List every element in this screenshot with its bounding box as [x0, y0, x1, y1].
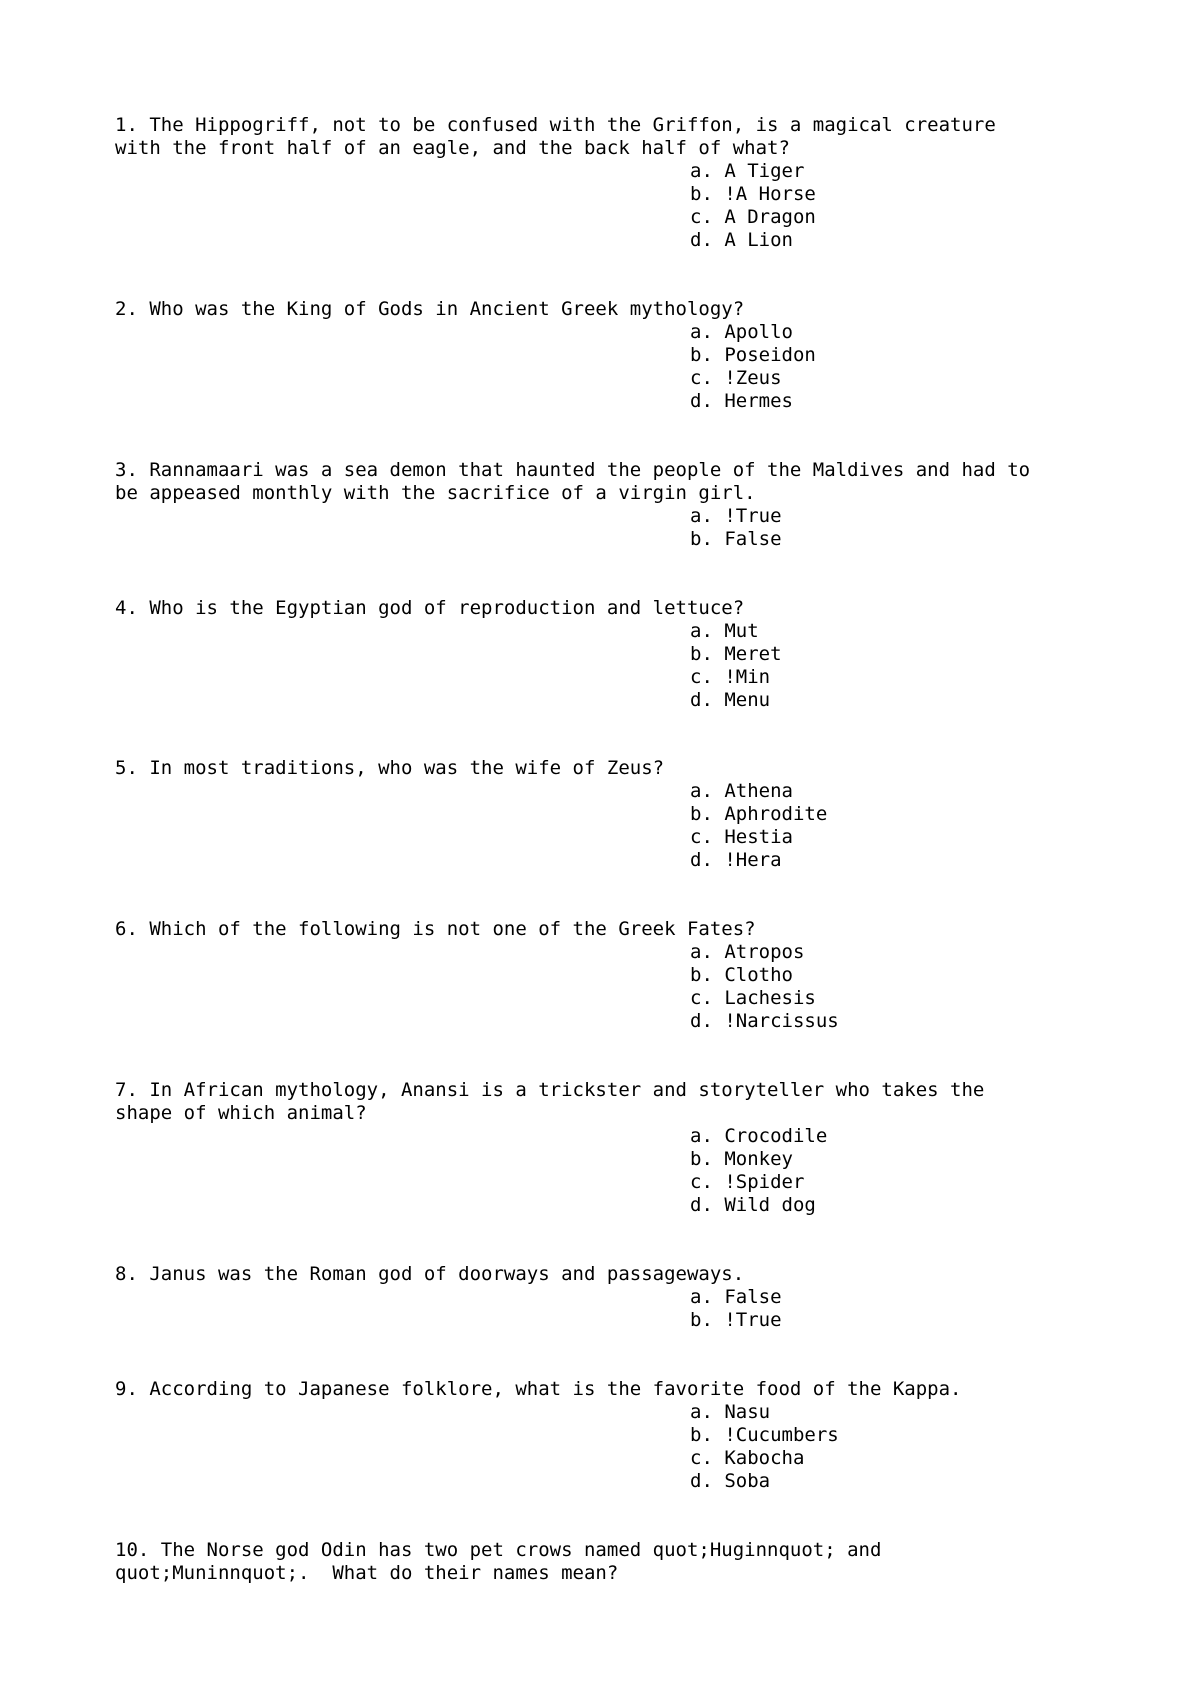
answer-option: a. Crocodile: [690, 1125, 828, 1147]
question-4: [115, 597, 1115, 712]
question-text: 10. The Norse god Odin has two pet crows named quot;Huginnquot; and: [115, 1539, 882, 1561]
answer-option: c. !Min: [690, 666, 771, 688]
answer-option: a. !True: [690, 505, 782, 527]
answer-option: b. Monkey: [690, 1148, 793, 1170]
question-text: 3. Rannamaari was a sea demon that haunted the people of the Maldives and had to: [115, 459, 1031, 481]
answer-option: d. A Lion: [690, 229, 793, 251]
question-10: [115, 1539, 1115, 1585]
answer-option: a. Mut: [690, 620, 759, 642]
question-9: [115, 1378, 1115, 1493]
question-text: shape of which animal?: [115, 1102, 367, 1124]
answer-option: c. Lachesis: [690, 987, 816, 1009]
question-2: [115, 298, 1115, 413]
question-text: 1. The Hippogriff, not to be confused with the Griffon, is a magical creature: [115, 114, 996, 136]
question-8: [115, 1263, 1115, 1332]
answer-option: a. Athena: [690, 780, 793, 802]
answer-option: b. Clotho: [690, 964, 793, 986]
answer-option: a. Nasu: [690, 1401, 771, 1423]
answer-option: d. Wild dog: [690, 1194, 816, 1216]
question-text: 2. Who was the King of Gods in Ancient Greek mythology?: [115, 298, 745, 320]
answer-option: d. Hermes: [690, 390, 793, 412]
answer-option: d. !Hera: [690, 849, 782, 871]
question-text: 6. Which of the following is not one of the Greek Fates?: [115, 918, 756, 940]
question-1: [115, 114, 1115, 252]
question-text: 8. Janus was the Roman god of doorways and passageways.: [115, 1263, 745, 1285]
answer-option: b. False: [690, 528, 782, 550]
answer-option: b. !Cucumbers: [690, 1424, 839, 1446]
answer-option: a. A Tiger: [690, 160, 805, 182]
answer-option: c. !Zeus: [690, 367, 782, 389]
answer-option: c. Hestia: [690, 826, 793, 848]
question-7: [115, 1079, 1115, 1217]
answer-option: c. !Spider: [690, 1171, 805, 1193]
question-3: [115, 459, 1115, 551]
question-5: [115, 757, 1115, 872]
answer-option: a. False: [690, 1286, 782, 1308]
answer-option: c. Kabocha: [690, 1447, 805, 1469]
answer-option: b. Poseidon: [690, 344, 816, 366]
question-text: 9. According to Japanese folklore, what is the favorite food of the Kappa.: [115, 1378, 962, 1400]
question-text: 5. In most traditions, who was the wife of Zeus?: [115, 757, 665, 779]
question-text: 4. Who is the Egyptian god of reproduction and lettuce?: [115, 597, 745, 619]
answer-option: a. Atropos: [690, 941, 805, 963]
answer-option: c. A Dragon: [690, 206, 816, 228]
question-text: quot;Muninnquot;. What do their names mean?: [115, 1562, 619, 1584]
answer-option: b. Aphrodite: [690, 803, 828, 825]
question-text: 7. In African mythology, Anansi is a trickster and storyteller who takes the: [115, 1079, 985, 1101]
answer-option: b. !True: [690, 1309, 782, 1331]
answer-option: d. Menu: [690, 689, 771, 711]
answer-option: a. Apollo: [690, 321, 793, 343]
answer-option: b. Meret: [690, 643, 782, 665]
question-text: be appeased monthly with the sacrifice of a virgin girl.: [115, 482, 756, 504]
question-text: with the front half of an eagle, and the back half of what?: [115, 137, 790, 159]
question-6: [115, 918, 1115, 1033]
answer-option: d. !Narcissus: [690, 1010, 839, 1032]
answer-option: d. Soba: [690, 1470, 771, 1492]
answer-option: b. !A Horse: [690, 183, 816, 205]
